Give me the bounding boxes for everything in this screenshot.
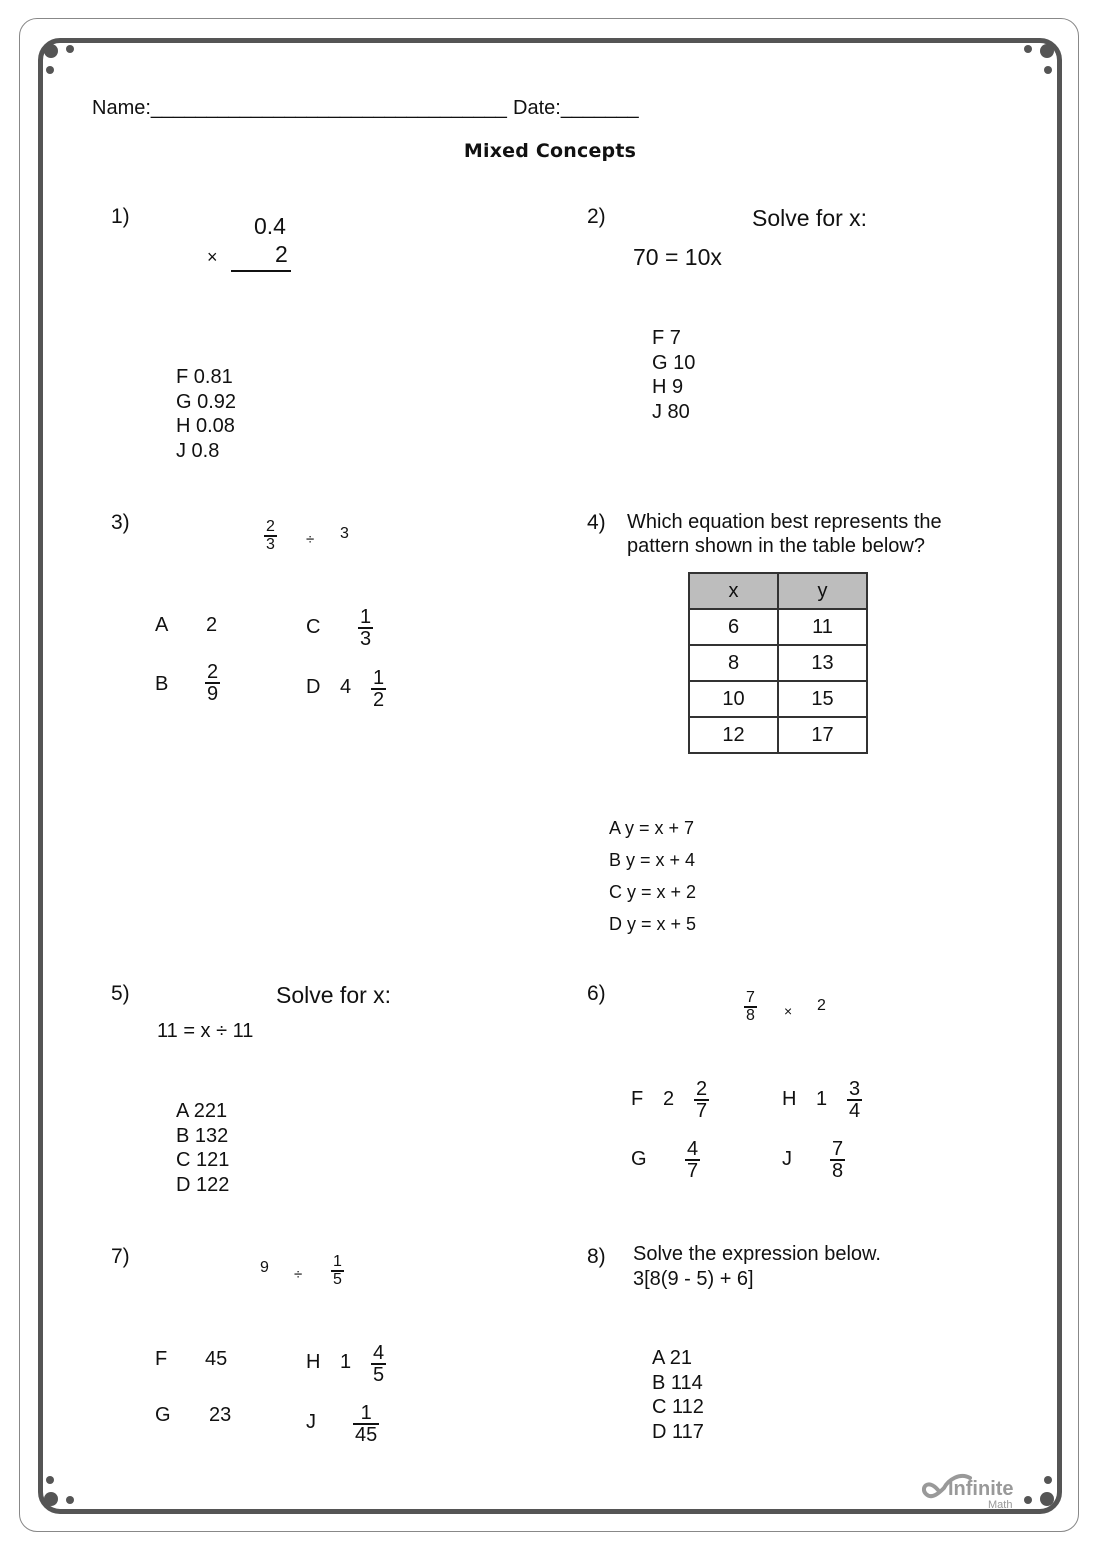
- q7-choice-f-value[interactable]: 45: [205, 1348, 228, 1370]
- q4-question-line: Which equation best represents the: [627, 511, 942, 533]
- q4-question: [627, 510, 942, 558]
- q5-choice[interactable]: D 122: [176, 1173, 230, 1196]
- q5-choice[interactable]: B 132: [176, 1124, 229, 1147]
- table-cell: 12: [689, 717, 778, 753]
- q3-choice-b-fraction[interactable]: [205, 662, 220, 704]
- q3-choice-d-fraction[interactable]: [371, 668, 386, 710]
- q7-number: 7): [111, 1245, 130, 1268]
- q3-expr-num: 2: [266, 518, 275, 535]
- q4-choices: [609, 812, 696, 940]
- q6-choice-h-num: 3: [849, 1078, 861, 1100]
- q6-choice-g-num: 4: [687, 1138, 699, 1160]
- q4-choice[interactable]: C y = x + 2: [609, 882, 697, 902]
- q1-choice[interactable]: J 0.8: [176, 439, 220, 462]
- q6-choice-j-fraction[interactable]: [830, 1139, 845, 1181]
- q6-choice-f-whole[interactable]: 2: [663, 1088, 675, 1110]
- table-cell: 10: [689, 681, 778, 717]
- q4-choice[interactable]: D y = x + 5: [609, 914, 697, 934]
- q8-choices: [652, 1346, 704, 1444]
- q1-choice[interactable]: H 0.08: [176, 415, 235, 437]
- q6-choice-j-num: 7: [832, 1138, 844, 1160]
- q1-choice[interactable]: F 0.81: [176, 366, 233, 388]
- q6-choice-j-den: 8: [832, 1160, 844, 1182]
- q4-choice[interactable]: B y = x + 4: [609, 850, 696, 870]
- table-row: [689, 609, 867, 645]
- logo-sub: Math: [988, 1499, 1013, 1511]
- q1-result-line: [231, 270, 291, 272]
- q6-choice-f-fraction[interactable]: [694, 1079, 709, 1121]
- q7-expr-den: 5: [333, 1271, 342, 1288]
- q6-choice-h-whole[interactable]: 1: [816, 1088, 828, 1110]
- q7-choice-h-whole[interactable]: 1: [340, 1351, 352, 1373]
- q6-choice-g-letter[interactable]: G: [631, 1148, 647, 1170]
- q7-choice-j-den: 45: [355, 1424, 378, 1446]
- q3-choice-d-den: 2: [373, 689, 385, 711]
- date-field[interactable]: [513, 97, 639, 120]
- q6-expr-den: 8: [746, 1007, 755, 1024]
- worksheet-title: Mixed Concepts: [463, 140, 637, 162]
- q7-choice-g-letter[interactable]: G: [155, 1404, 171, 1426]
- q8-choice[interactable]: A 21: [652, 1347, 693, 1369]
- table-cell: 13: [778, 645, 867, 681]
- q5-heading: Solve for x:: [276, 982, 392, 1008]
- q3-choice-a-value[interactable]: 2: [206, 614, 218, 636]
- q2-choice[interactable]: G 10: [652, 351, 696, 374]
- q7-choice-j-num: 1: [360, 1402, 372, 1424]
- q6-expr-fraction: [744, 990, 757, 1024]
- table-header-y: y: [778, 573, 867, 609]
- q1-top-operand: 0.4: [254, 213, 286, 239]
- q3-choice-b-num: 2: [207, 661, 219, 683]
- q3-expr-den: 3: [266, 536, 275, 553]
- table-cell: 6: [689, 609, 778, 645]
- table-row: [689, 645, 867, 681]
- q6-expr-num: 7: [746, 989, 755, 1006]
- q1-operator: ×: [207, 247, 218, 267]
- q5-choices: [176, 1099, 229, 1197]
- q3-choice-c-den: 3: [360, 628, 372, 650]
- date-label: Date:: [513, 97, 561, 119]
- q4-pattern-table: [688, 572, 868, 754]
- table-cell: 17: [778, 717, 867, 753]
- q6-choice-g-fraction[interactable]: [685, 1139, 700, 1181]
- name-field[interactable]: [92, 97, 507, 120]
- q5-equation: 11 = x ÷ 11: [157, 1020, 254, 1042]
- q6-expr-operator: ×: [784, 1003, 793, 1019]
- q3-choice-d-num: 1: [373, 667, 385, 689]
- q8-choice[interactable]: D 117: [652, 1420, 704, 1443]
- q6-choice-f-letter[interactable]: F: [631, 1088, 644, 1110]
- q4-number: 4): [587, 511, 606, 534]
- q2-choice[interactable]: F 7: [652, 327, 681, 349]
- q7-choice-j-letter[interactable]: J: [306, 1411, 316, 1433]
- q3-choice-d-letter[interactable]: D: [306, 676, 321, 698]
- page-inner-border: [38, 38, 1062, 1514]
- table-row: [689, 717, 867, 753]
- q7-choice-f-letter[interactable]: F: [155, 1348, 168, 1370]
- q5-number: 5): [111, 982, 130, 1005]
- q7-choice-h-den: 5: [373, 1364, 385, 1386]
- q7-choice-g-value[interactable]: 23: [209, 1404, 232, 1426]
- q8-question: Solve the expression below.: [633, 1243, 881, 1265]
- table-cell: 15: [778, 681, 867, 717]
- q3-choice-a-letter[interactable]: A: [155, 614, 169, 636]
- q7-choice-h-fraction[interactable]: [371, 1343, 386, 1385]
- q1-choice[interactable]: G 0.92: [176, 390, 237, 413]
- table-row: [689, 681, 867, 717]
- q7-choice-h-num: 4: [373, 1342, 385, 1364]
- q6-choice-h-letter[interactable]: H: [782, 1088, 797, 1110]
- q3-choice-c-fraction[interactable]: [358, 607, 373, 649]
- table-cell: 8: [689, 645, 778, 681]
- q8-choice[interactable]: B 114: [652, 1371, 703, 1394]
- q3-choice-c-num: 1: [360, 606, 372, 628]
- q5-choice[interactable]: A 221: [176, 1100, 228, 1122]
- q3-expr-fraction: [264, 519, 277, 553]
- q3-choice-d-whole[interactable]: 4: [340, 676, 352, 698]
- q6-choice-j-letter[interactable]: J: [782, 1148, 792, 1170]
- q7-expr-lhs: 9: [260, 1259, 269, 1276]
- q7-expr-num: 1: [333, 1253, 342, 1270]
- name-label: Name:: [92, 97, 151, 119]
- q4-choice[interactable]: A y = x + 7: [609, 818, 695, 838]
- q1-number: 1): [111, 205, 130, 228]
- q7-expr-operator: ÷: [294, 1266, 303, 1283]
- date-line: _______: [560, 97, 639, 119]
- q3-choice-c-letter[interactable]: C: [306, 616, 321, 638]
- q4-question-line: pattern shown in the table below?: [627, 535, 925, 557]
- name-line: ________________________________: [150, 97, 507, 119]
- q8-choice[interactable]: C 112: [652, 1396, 704, 1418]
- q2-heading: Solve for x:: [752, 205, 868, 231]
- logo-word: Infinite: [948, 1478, 1014, 1500]
- q3-number: 3): [111, 511, 130, 534]
- q2-number: 2): [587, 205, 606, 228]
- q3-expr-operator: ÷: [306, 531, 315, 548]
- q3-choice-b-letter[interactable]: B: [155, 673, 169, 695]
- q8-number: 8): [587, 1245, 606, 1268]
- q6-choice-f-num: 2: [696, 1078, 708, 1100]
- q2-choice[interactable]: J 80: [652, 400, 690, 423]
- q2-choices: [652, 326, 695, 424]
- q2-choice[interactable]: H 9: [652, 376, 684, 398]
- q7-expr-fraction: [331, 1254, 344, 1288]
- q6-choice-h-fraction[interactable]: [847, 1079, 862, 1121]
- infinite-math-logo: [918, 1462, 1028, 1512]
- q2-equation: 70 = 10x: [633, 244, 722, 270]
- q3-choice-b-den: 9: [207, 683, 219, 705]
- q1-choices: [176, 365, 236, 463]
- q1-bottom-operand: 2: [275, 241, 288, 267]
- table-header-x: x: [689, 573, 778, 609]
- q7-choice-h-letter[interactable]: H: [306, 1351, 321, 1373]
- q6-choice-g-den: 7: [687, 1160, 699, 1182]
- q6-number: 6): [587, 982, 606, 1005]
- q3-expr-rhs: 3: [340, 525, 349, 542]
- table-cell: 11: [778, 609, 867, 645]
- q6-choice-h-den: 4: [849, 1100, 861, 1122]
- q5-choice[interactable]: C 121: [176, 1149, 230, 1171]
- q6-expr-rhs: 2: [817, 997, 826, 1014]
- q8-expression: 3[8(9 - 5) + 6]: [633, 1268, 754, 1290]
- q6-choice-f-den: 7: [696, 1100, 708, 1122]
- q7-choice-j-fraction[interactable]: [353, 1403, 379, 1445]
